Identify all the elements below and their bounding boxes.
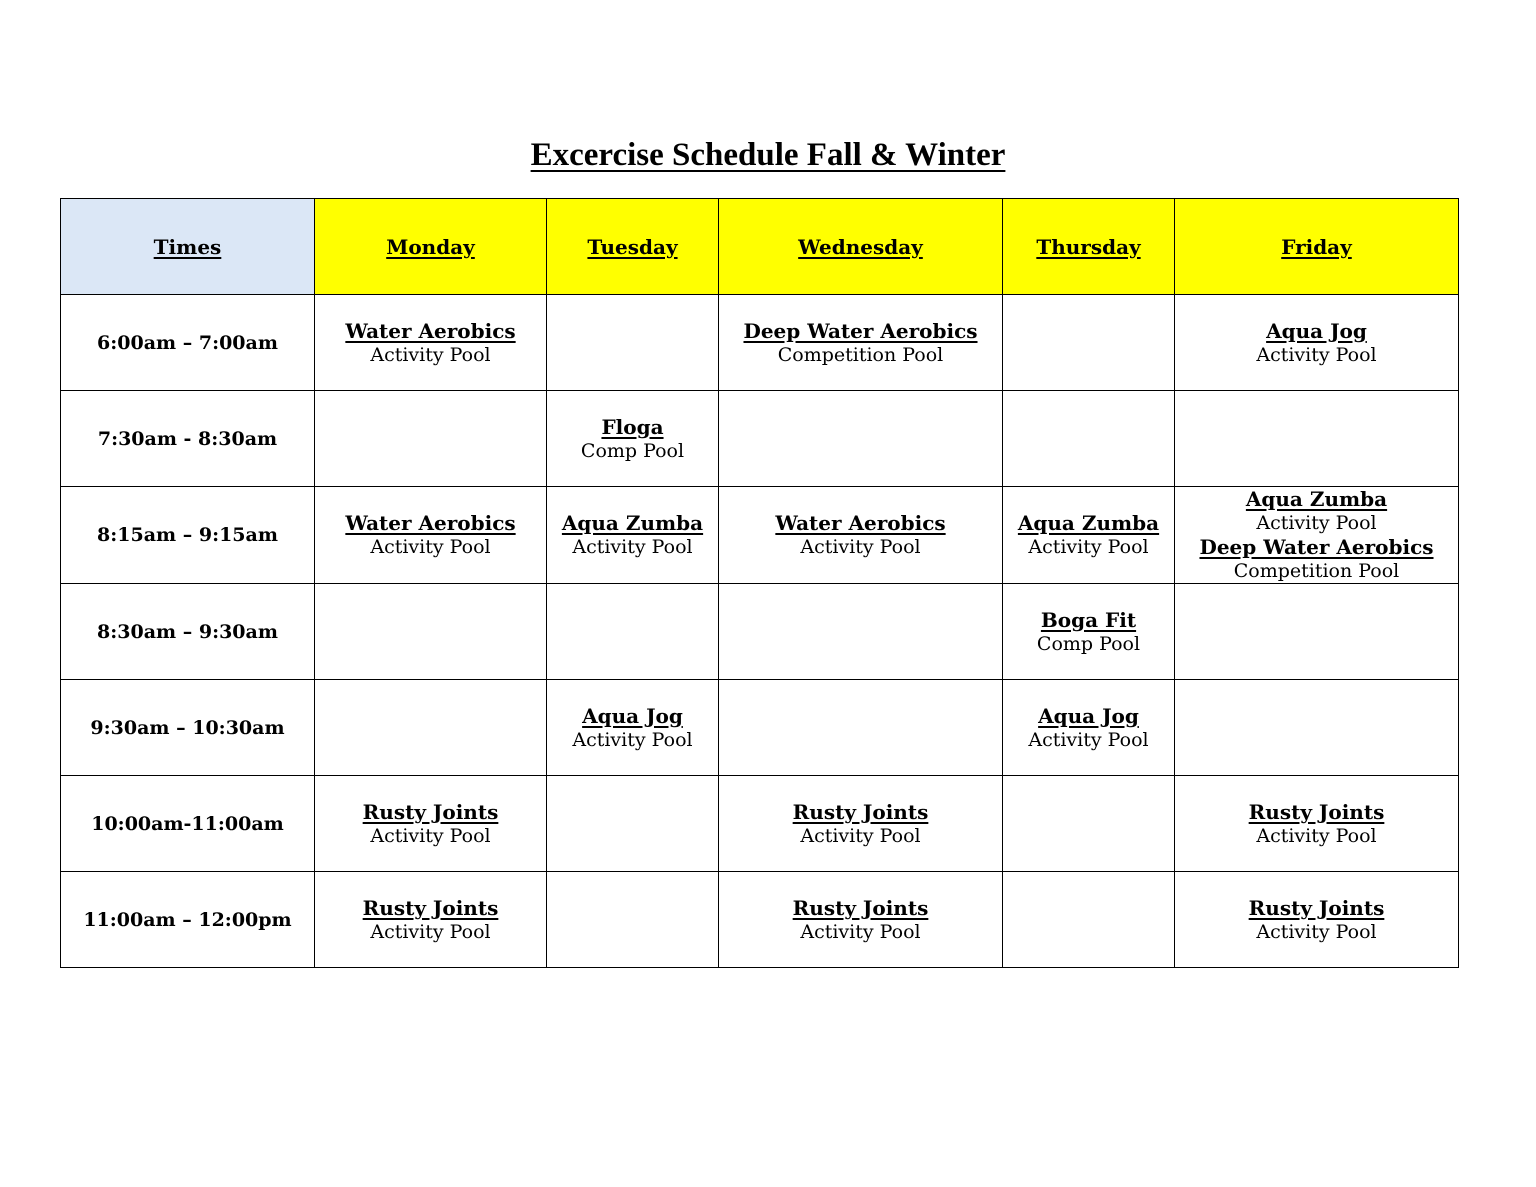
class-name: Water Aerobics <box>775 511 946 535</box>
schedule-cell-wednesday <box>719 391 1003 487</box>
schedule-cell-thursday <box>1003 487 1175 584</box>
schedule-cell-tuesday <box>547 872 719 968</box>
schedule-cell-thursday <box>1003 584 1175 680</box>
schedule-cell-wednesday <box>719 584 1003 680</box>
schedule-cell-friday <box>1175 776 1459 872</box>
class-location: Activity Pool <box>1256 343 1377 366</box>
schedule-cell-monday <box>315 295 547 391</box>
class-name: Rusty Joints <box>362 895 499 920</box>
schedule-cell-tuesday <box>547 776 719 872</box>
class-name: Deep Water Aerobics <box>743 318 978 343</box>
schedule-cell-thursday <box>1003 776 1175 872</box>
class-location: Competition Pool <box>777 343 944 366</box>
table-row <box>61 680 1459 776</box>
class-location: Activity Pool <box>370 536 491 558</box>
time-slot-cell: 9:30am – 10:30am <box>61 680 315 776</box>
schedule-cell-friday <box>1175 295 1459 391</box>
class-location: Activity Pool <box>1028 728 1149 751</box>
schedule-cell-tuesday <box>547 487 719 584</box>
class-name: Boga Fit <box>1040 607 1137 632</box>
schedule-cell-friday <box>1175 391 1459 487</box>
class-location: Activity Pool <box>1256 920 1377 943</box>
class-location: Activity Pool <box>800 824 921 847</box>
schedule-cell-friday <box>1175 584 1459 680</box>
schedule-cell-tuesday <box>547 584 719 680</box>
class-name: Rusty Joints <box>362 799 499 824</box>
schedule-cell-thursday <box>1003 872 1175 968</box>
schedule-cell-tuesday <box>547 295 719 391</box>
class-location: Activity Pool <box>800 920 921 943</box>
class-name: Deep Water Aerobics <box>1199 535 1434 559</box>
class-location: Activity Pool <box>370 824 491 847</box>
class-name: Aqua Zumba <box>1017 511 1160 535</box>
schedule-cell-monday <box>315 776 547 872</box>
class-name: Aqua Zumba <box>1245 487 1388 511</box>
page-title: Excercise Schedule Fall & Winter <box>530 137 1006 173</box>
class-name: Aqua Jog <box>582 703 683 728</box>
class-name: Water Aerobics <box>345 318 516 343</box>
time-slot-cell: 11:00am – 12:00pm <box>61 872 315 968</box>
table-row <box>61 295 1459 391</box>
times-header: Times <box>61 199 315 295</box>
time-slot-cell: 6:00am – 7:00am <box>61 295 315 391</box>
class-location: Activity Pool <box>572 536 693 558</box>
day-header-wednesday: Wednesday <box>719 199 1003 295</box>
schedule-cell-monday <box>315 391 547 487</box>
table-row <box>61 391 1459 487</box>
time-slot-cell: 8:15am – 9:15am <box>61 487 315 584</box>
header-row <box>61 199 1459 295</box>
class-name: Rusty Joints <box>792 799 929 824</box>
class-name: Aqua Jog <box>1038 703 1139 728</box>
class-location: Competition Pool <box>1233 560 1400 582</box>
schedule-cell-wednesday <box>719 872 1003 968</box>
class-name: Rusty Joints <box>792 895 929 920</box>
class-name: Rusty Joints <box>1248 895 1385 920</box>
schedule-cell-monday <box>315 487 547 584</box>
table-row <box>61 487 1459 584</box>
time-slot-cell: 10:00am-11:00am <box>61 776 315 872</box>
schedule-cell-thursday <box>1003 680 1175 776</box>
class-location: Activity Pool <box>800 536 921 558</box>
schedule-table <box>60 198 1459 968</box>
schedule-cell-wednesday <box>719 487 1003 584</box>
class-name: Water Aerobics <box>345 511 516 535</box>
class-name: Rusty Joints <box>1248 799 1385 824</box>
class-name: Aqua Zumba <box>561 511 704 535</box>
time-slot-cell: 7:30am - 8:30am <box>61 391 315 487</box>
class-location: Activity Pool <box>1028 536 1149 558</box>
schedule-cell-tuesday <box>547 680 719 776</box>
class-location: Activity Pool <box>572 728 693 751</box>
table-row <box>61 584 1459 680</box>
class-location: Comp Pool <box>1036 632 1141 655</box>
day-header-tuesday: Tuesday <box>547 199 719 295</box>
class-location: Activity Pool <box>1256 824 1377 847</box>
schedule-cell-wednesday <box>719 295 1003 391</box>
schedule-cell-friday <box>1175 680 1459 776</box>
schedule-cell-wednesday <box>719 776 1003 872</box>
class-name: Floga <box>601 414 664 439</box>
day-header-friday: Friday <box>1175 199 1459 295</box>
class-location: Activity Pool <box>370 343 491 366</box>
class-location: Comp Pool <box>580 439 685 462</box>
day-header-monday: Monday <box>315 199 547 295</box>
schedule-body <box>61 295 1459 968</box>
schedule-cell-tuesday <box>547 391 719 487</box>
table-row <box>61 872 1459 968</box>
schedule-cell-monday <box>315 872 547 968</box>
schedule-cell-friday <box>1175 872 1459 968</box>
day-header-thursday: Thursday <box>1003 199 1175 295</box>
schedule-cell-monday <box>315 584 547 680</box>
class-location: Activity Pool <box>370 920 491 943</box>
table-row <box>61 776 1459 872</box>
schedule-cell-wednesday <box>719 680 1003 776</box>
time-slot-cell: 8:30am – 9:30am <box>61 584 315 680</box>
class-name: Aqua Jog <box>1266 318 1367 343</box>
class-location: Activity Pool <box>1256 512 1377 534</box>
schedule-cell-friday <box>1175 487 1459 584</box>
schedule-cell-thursday <box>1003 391 1175 487</box>
schedule-cell-monday <box>315 680 547 776</box>
schedule-cell-thursday <box>1003 295 1175 391</box>
